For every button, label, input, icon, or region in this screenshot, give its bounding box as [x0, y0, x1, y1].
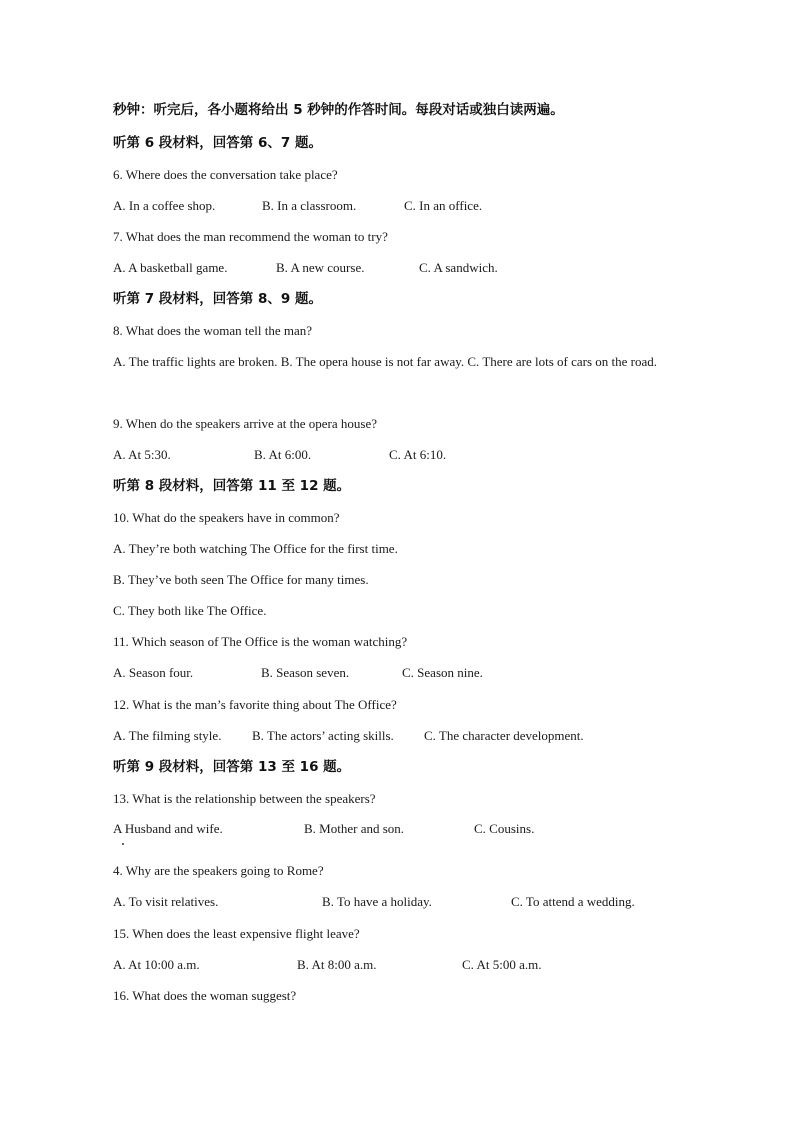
option-a: A. The filming style.: [113, 728, 222, 743]
section-heading-9: 听第 9 段材料，回答第 13 至 16 题。: [113, 759, 351, 775]
question-11-options: [113, 665, 483, 681]
section-heading-6: 听第 6 段材料，回答第 6、7 题。: [113, 135, 322, 151]
option-c: C. At 6:10.: [389, 447, 447, 462]
stray-mark: [122, 843, 124, 845]
option-b: B. The actors’ acting skills.: [252, 728, 394, 743]
option-b: B. Mother and son.: [304, 821, 405, 836]
question-13-options: [113, 821, 534, 837]
option-a: A. At 5:30.: [113, 447, 171, 462]
question-10-option-b: B. They’ve both seen The Office for many times.: [113, 572, 369, 587]
question-6-options: [113, 198, 482, 214]
option-a: A. A basketball game.: [113, 260, 228, 275]
question-9-options: [113, 447, 446, 463]
question-15-options: [113, 957, 541, 973]
question-16: 16. What does the woman suggest?: [113, 988, 297, 1003]
instruction-line: 秒钟：听完后，各小题将给出 5 秒钟的作答时间。每段对话或独白读两遍。: [113, 102, 564, 118]
question-14: 4. Why are the speakers going to Rome?: [113, 863, 324, 878]
question-15: 15. When does the least expensive flight leave?: [113, 926, 360, 941]
option-c: C. To attend a wedding.: [511, 894, 635, 909]
option-c: C. Season nine.: [402, 665, 483, 680]
option-b: B. In a classroom.: [262, 198, 357, 213]
option-c: C. A sandwich.: [419, 260, 498, 275]
option-b: B. At 6:00.: [254, 447, 312, 462]
section-heading-7: 听第 7 段材料，回答第 8、9 题。: [113, 291, 322, 307]
option-a: A Husband and wife.: [113, 821, 223, 836]
question-12: 12. What is the man’s favorite thing about The Office?: [113, 697, 397, 712]
option-c: C. Cousins.: [474, 821, 535, 836]
option-c: C. In an office.: [404, 198, 483, 213]
option-b: B. Season seven.: [261, 665, 350, 680]
question-11: 11. Which season of The Office is the woman watching?: [113, 634, 408, 649]
question-7: 7. What does the man recommend the woman to try?: [113, 229, 388, 244]
question-6: 6. Where does the conversation take place?: [113, 167, 338, 182]
option-b: B. A new course.: [276, 260, 365, 275]
question-7-options: [113, 260, 498, 276]
question-9: 9. When do the speakers arrive at the opera house?: [113, 416, 377, 431]
question-10: 10. What do the speakers have in common?: [113, 510, 340, 525]
option-b: B. To have a holiday.: [322, 894, 432, 909]
question-10-option-c: C. They both like The Office.: [113, 603, 267, 618]
option-c: C. At 5:00 a.m.: [462, 957, 542, 972]
option-b: B. At 8:00 a.m.: [297, 957, 377, 972]
option-a: A. Season four.: [113, 665, 194, 680]
question-8-options: A. The traffic lights are broken. B. The opera house is not far away. C. There are lots of cars on the road.: [113, 354, 658, 369]
option-c: C. The character development.: [424, 728, 584, 743]
question-14-options: [113, 894, 635, 910]
option-a: A. At 10:00 a.m.: [113, 957, 200, 972]
question-13: 13. What is the relationship between the speakers?: [113, 791, 376, 806]
section-heading-8: 听第 8 段材料，回答第 11 至 12 题。: [113, 478, 351, 494]
question-8: 8. What does the woman tell the man?: [113, 323, 313, 338]
question-10-option-a: A. They’re both watching The Office for the first time.: [113, 541, 398, 556]
question-12-options: [113, 728, 584, 744]
option-a: A. To visit relatives.: [113, 894, 219, 909]
option-a: A. In a coffee shop.: [113, 198, 216, 213]
